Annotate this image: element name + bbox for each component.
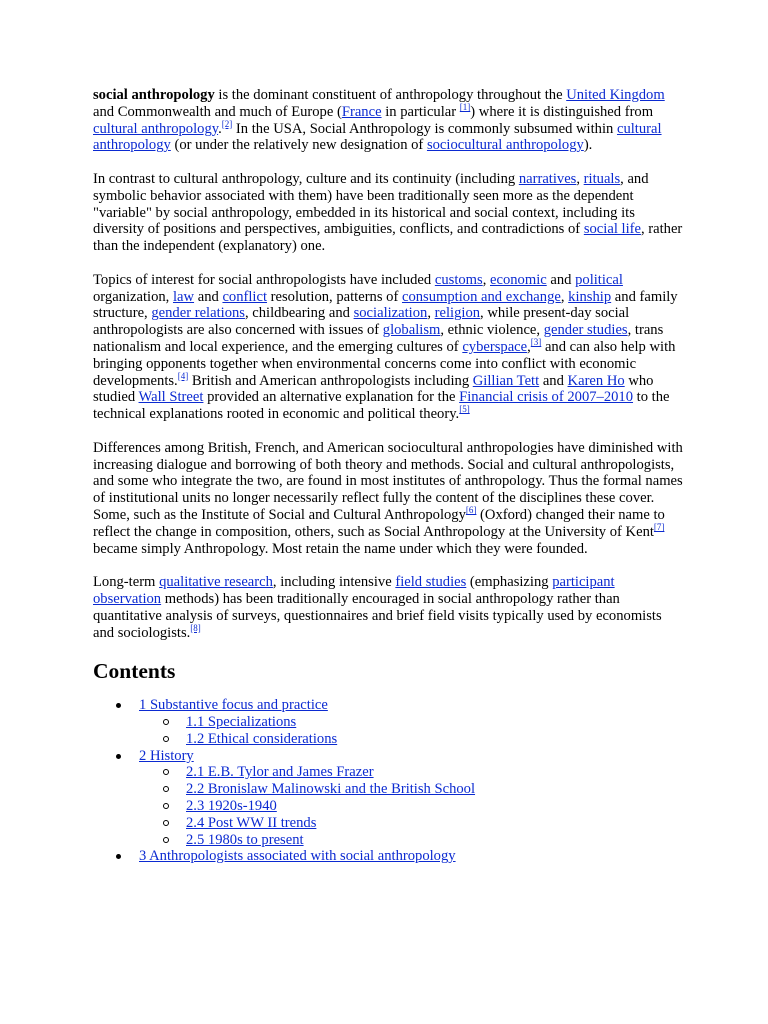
toc-item [93,848,683,865]
toc-link-ethical-considerations[interactable]: 1.2 Ethical considerations [186,730,338,747]
toc-sublist [139,764,683,848]
toc-link-tylor-frazer[interactable]: 2.1 E.B. Tylor and James Frazer [186,764,374,781]
text-span: In contrast to cultural anthropology, culture and its continuity (including [93,170,519,187]
text-span: Long-term [93,574,160,591]
link-rituals[interactable]: rituals [583,170,621,187]
text-span: and family structure, [93,288,678,322]
link-law[interactable]: law [172,288,195,305]
link-kinship[interactable]: kinship [568,288,612,305]
reference-4[interactable] [178,371,189,381]
toc-item [93,697,683,747]
link-participant-observation[interactable]: participant observation [93,574,615,607]
text-span: , rather than the independent (explanatory) one. [93,221,683,255]
paragraph-intro [93,87,683,154]
link-financial-crisis[interactable]: Financial crisis of 2007–2010 [459,389,634,406]
toc-sublist [139,714,683,748]
reference-1[interactable] [460,102,471,112]
text-span: , [576,170,584,187]
toc-subitem [139,815,683,832]
reference-7[interactable] [654,522,665,532]
text-span: to the technical explanations rooted in economic and political theory. [93,389,670,423]
reference-5[interactable] [459,404,470,414]
link-cultural-anthropology[interactable]: cultural anthropology [93,120,219,137]
text-span: resolution, patterns of [267,288,402,305]
text-span: British and American anthropologists including [188,372,473,389]
link-wall-street[interactable]: Wall Street [138,389,204,406]
link-qualitative-research[interactable]: qualitative research [159,574,273,591]
reference-6[interactable] [466,505,477,515]
link-social-life[interactable]: social life [583,221,641,238]
link-field-studies[interactable]: field studies [395,574,467,591]
link-consumption-and-exchange[interactable]: consumption and exchange [401,288,561,305]
text-span: , [560,288,569,305]
text-span: provided an alternative explanation for the [203,389,460,406]
link-gender-studies[interactable]: gender studies [543,322,628,339]
link-socialization[interactable]: socialization [353,305,428,322]
reference-3[interactable] [531,337,542,347]
text-span: , childbearing and [244,305,354,322]
reference-link[interactable]: [3] [530,336,542,347]
toc-link-anthropologists[interactable]: 3 Anthropologists associated with social anthropology [139,848,456,865]
text-span: ). [583,137,593,154]
reference-link[interactable]: [2] [221,118,233,129]
text-span: , and symbolic behavior associated with them) have been traditionally seen more as the dependent "variable" by social anthropology, embedded in its historical and social context, including its diversity of positions and perspectives, ambiguities, conflicts, and contradictions of [93,170,649,238]
text-span: (emphasizing [466,574,553,591]
table-of-contents [93,697,683,865]
text-span: , including intensive [272,574,396,591]
link-political[interactable]: political [575,271,623,288]
text-span: who studied [93,372,654,406]
toc-link-history[interactable]: 2 History [139,747,194,764]
toc-subitem [139,731,683,748]
text-span: . [218,120,222,137]
reference-link[interactable]: [5] [459,404,470,415]
paragraph-differences [93,440,683,558]
link-sociocultural-anthropology[interactable]: sociocultural anthropology [426,137,584,154]
reference-link[interactable]: [1] [459,101,471,112]
link-cultural-anthropology-2[interactable]: cultural anthropology [93,120,662,154]
text-span: became simply Anthropology. Most retain the name under which they were founded. [93,540,588,557]
text-span: , while present-day social anthropologists are also concerned with issues of [93,305,630,339]
contents-heading: Contents [93,659,176,684]
link-united-kingdom[interactable]: United Kingdom [566,87,665,103]
text-span: methods) has been traditionally encouraged in social anthropology rather than quantitative analysis of surveys, questionnaires and brief field visits typically used by economists and sociologists. [93,590,662,641]
text-span: is the dominant constituent of anthropology throughout the [214,87,567,103]
toc-subitem [139,832,683,849]
article-subject: social anthropology [93,87,215,103]
text-span: and [194,288,223,305]
toc-link-1920s-1940[interactable]: 2.3 1920s-1940 [186,798,277,815]
text-span: (Oxford) changed their name to reflect the change in composition, others, such as Social Anthropology at the University of Kent [93,506,665,540]
text-span: ) where it is distinguished from [470,103,654,120]
reference-link[interactable]: [6] [465,504,477,515]
toc-subitem [139,714,683,731]
link-karen-ho[interactable]: Karen Ho [567,372,625,389]
text-span: , trans nationalism and local experience, and the emerging cultures of [93,322,664,355]
reference-link[interactable]: [8] [190,622,201,633]
paragraph-research [93,574,683,641]
text-span: , [427,305,435,322]
text-span: In the USA, Social Anthropology is commonly subsumed within [232,120,617,137]
reference-2[interactable] [222,119,233,129]
text-span: and Commonwealth and much of Europe ( [93,103,342,120]
text-span: Topics of interest for social anthropologists have included [93,271,435,288]
text-span: , ethnic violence, [440,322,544,339]
toc-link-post-ww2[interactable]: 2.4 Post WW II trends [186,814,317,831]
link-gender-relations[interactable]: gender relations [151,305,245,322]
toc-link-specializations[interactable]: 1.1 Specializations [186,714,297,731]
text-span: organization, [93,288,173,305]
text-span: and can also help with bringing opponents together when environmental concerns come into conflict with economic developments. [93,338,676,389]
link-cyberspace[interactable]: cyberspace [462,338,528,355]
link-religion[interactable]: religion [434,305,481,322]
link-customs[interactable]: customs [434,271,483,288]
link-economic[interactable]: economic [490,271,547,288]
text-span: , [482,271,490,288]
reference-link[interactable]: [7] [653,521,665,532]
reference-8[interactable] [190,623,201,633]
paragraph-topics [93,272,683,423]
link-conflict[interactable]: conflict [222,288,268,305]
link-globalism[interactable]: globalism [382,322,441,339]
toc-link-1980s-present[interactable]: 2.5 1980s to present [186,831,304,848]
text-span: (or under the relatively new designation of [170,137,427,154]
text-span: Differences among British, French, and American sociocultural anthropologies have diminished with increasing dialogue and borrowing of both theory and methods. Social and cultural anthropologists, and some who integrate the two, are found in most institutes of anthropology. Thus the formal names of institutional units no longer necessarily reflect fully the content of the disciplines these cover. Some, such as the Institute of Social and Cultural Anthropology [93,439,683,523]
toc-subitem [139,781,683,798]
paragraph-culture [93,171,683,255]
toc-link-substantive-focus[interactable]: 1 Substantive focus and practice [139,697,328,714]
text-span: and [539,372,568,389]
text-span: and [546,271,576,288]
toc-subitem [139,798,683,815]
toc-link-malinowski[interactable]: 2.2 Bronislaw Malinowski and the British School [186,781,476,798]
link-france[interactable]: France [341,103,382,120]
reference-link[interactable]: [4] [177,370,189,381]
text-span: in particular [381,103,460,120]
link-narratives[interactable]: narratives [518,170,577,187]
text-span: , [527,338,531,355]
toc-subitem [139,764,683,781]
article-body [93,87,683,865]
toc-item [93,748,683,849]
link-gillian-tett[interactable]: Gillian Tett [472,372,540,389]
